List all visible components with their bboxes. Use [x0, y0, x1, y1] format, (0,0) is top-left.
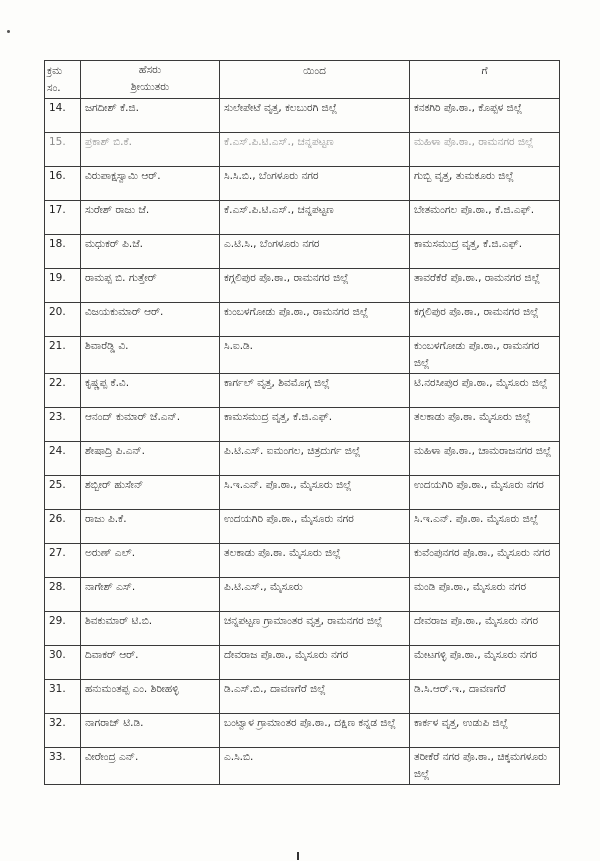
cell-to: ಉದಯಗಿರಿ ಪೊ.ಠಾ., ಮೈಸೂರು ನಗರ [410, 476, 560, 510]
cell-from: ಕಾರ್ಗಲ್ ವೃತ್ತ, ಶಿವಮೊಗ್ಗ ಜಿಲ್ಲೆ [220, 374, 410, 408]
cell-name: ಹನುಮಂತಪ್ಪ ಎಂ. ಶಿರೀಹಳ್ಳಿ [81, 680, 220, 714]
cell-from: ತಲಕಾಡು ಪೊ.ಠಾ. ಮೈಸೂರು ಜಿಲ್ಲೆ [220, 544, 410, 578]
cell-to: ಕಾರ್ಕಳ ವೃತ್ತ, ಉಡುಪಿ ಜಿಲ್ಲೆ [410, 714, 560, 748]
cell-serial-no: 18. [45, 235, 81, 269]
cell-to: ಕಗ್ಗಲಿಪುರ ಪೊ.ಠಾ., ರಾಮನಗರ ಜಿಲ್ಲೆ [410, 303, 560, 337]
cell-name: ನಾಗೇಶ್ ಎಸ್. [81, 578, 220, 612]
table-row [45, 680, 560, 714]
cell-name: ಜಗದೀಶ್ ಕೆ.ಜಿ. [81, 99, 220, 133]
cell-serial-no: 15. [45, 133, 81, 167]
cell-from: ಪಿ.ಟಿ.ಎಸ್., ಮೈಸೂರು [220, 578, 410, 612]
table-row [45, 167, 560, 201]
table-row [45, 133, 560, 167]
cell-to: ಬೇತಮಂಗಲ ಪೊ.ಠಾ., ಕೆ.ಜಿ.ಎಫ್. [410, 201, 560, 235]
cell-serial-no: 27. [45, 544, 81, 578]
cell-to: ಕಾಮಸಮುದ್ರ ವೃತ್ತ, ಕೆ.ಜಿ.ಎಫ್. [410, 235, 560, 269]
page-mark [7, 30, 10, 33]
cell-from: ಪಿ.ಟಿ.ಎಸ್. ಐಮಂಗಲ, ಚಿತ್ರದುರ್ಗ ಜಿಲ್ಲೆ [220, 442, 410, 476]
transfer-table [44, 60, 560, 785]
cell-name: ಶಿವಕುಮಾರ್ ಟಿ.ಬಿ. [81, 612, 220, 646]
cell-to: ಮಹಿಳಾ ಪೊ.ಠಾ., ಚಾಮರಾಜನಗರ ಜಿಲ್ಲೆ [410, 442, 560, 476]
cell-from: ಕಾಮಸಮುದ್ರ ವೃತ್ತ, ಕೆ.ಜಿ.ಎಫ್. [220, 408, 410, 442]
cell-from: ಎ.ಸಿ.ಬಿ. [220, 748, 410, 785]
table-row [45, 476, 560, 510]
cell-serial-no: 32. [45, 714, 81, 748]
table-row [45, 374, 560, 408]
cell-serial-no: 16. [45, 167, 81, 201]
table-row [45, 578, 560, 612]
cell-from: ಸುಲೇಪೇಟೆ ವೃತ್ತ, ಕಲಬುರಗಿ ಜಿಲ್ಲೆ [220, 99, 410, 133]
cell-to: ಮಹಿಳಾ ಪೊ.ಠಾ., ರಾಮನಗರ ಜಿಲ್ಲೆ [410, 133, 560, 167]
cell-to: ಕುಂಬಳಗೋಡು ಪೊ.ಠಾ., ರಾಮನಗರ ಜಿಲ್ಲೆ [410, 337, 560, 374]
cell-name: ಶಿವಾರೆಡ್ಡಿ ವಿ. [81, 337, 220, 374]
cell-name: ರಾಮಪ್ಪ ಬಿ. ಗುತ್ತೇರ್ [81, 269, 220, 303]
cell-name: ನಾಗರಾಜ್ ಟಿ.ಡಿ. [81, 714, 220, 748]
table-row [45, 337, 560, 374]
table-row [45, 99, 560, 133]
cell-to: ತರೀಕೆರೆ ನಗರ ಪೊ.ಠಾ., ಚಿಕ್ಕಮಗಳೂರು ಜಿಲ್ಲೆ [410, 748, 560, 785]
header-name: ಹೆಸರು ಶ್ರೀಯುತರು [81, 61, 220, 99]
table-row [45, 303, 560, 337]
cell-name: ಸುರೇಶ್ ರಾಜು ಜೆ. [81, 201, 220, 235]
table-row [45, 544, 560, 578]
cell-name: ವಿಜಯಕುಮಾರ್ ಆರ್. [81, 303, 220, 337]
table-row [45, 269, 560, 303]
table-row [45, 408, 560, 442]
cell-serial-no: 19. [45, 269, 81, 303]
cell-to: ಕನಕಗಿರಿ ಪೊ.ಠಾ., ಕೊಪ್ಪಳ ಜಿಲ್ಲೆ [410, 99, 560, 133]
cell-name: ಮಧುಕರ್ ಪಿ.ಜೆ. [81, 235, 220, 269]
cell-from: ಕುಂಬಳಗೋಡು ಪೊ.ಠಾ., ರಾಮನಗರ ಜಿಲ್ಲೆ [220, 303, 410, 337]
table-row [45, 748, 560, 785]
cell-name: ಶಬ್ಬೀರ್ ಹುಸೇನ್ [81, 476, 220, 510]
cell-from: ಸಿ.ಐ.ಡಿ. [220, 337, 410, 374]
cell-serial-no: 17. [45, 201, 81, 235]
cell-from: ಕಗ್ಗಲಿಪುರ ಪೊ.ಠಾ., ರಾಮನಗರ ಜಿಲ್ಲೆ [220, 269, 410, 303]
cell-name: ವಿರುಪಾಕ್ಷಸ್ವಾಮಿ ಆರ್. [81, 167, 220, 201]
cell-from: ಎ.ಟಿ.ಸಿ., ಬೆಂಗಳೂರು ನಗರ [220, 235, 410, 269]
cell-from: ಸಿ.ಇ.ಎನ್. ಪೊ.ಠಾ., ಮೈಸೂರು ಜಿಲ್ಲೆ [220, 476, 410, 510]
cell-serial-no: 28. [45, 578, 81, 612]
cell-serial-no: 14. [45, 99, 81, 133]
cell-name: ಪ್ರಕಾಶ್ ಬಿ.ಕೆ. [81, 133, 220, 167]
cell-name: ವೀರೇಂದ್ರ ಎನ್. [81, 748, 220, 785]
cell-serial-no: 23. [45, 408, 81, 442]
header-to: ಗೆ [410, 61, 560, 99]
cell-serial-no: 22. [45, 374, 81, 408]
table-row [45, 714, 560, 748]
cell-serial-no: 24. [45, 442, 81, 476]
cell-name: ಅರುಣ್ ಎಲ್. [81, 544, 220, 578]
cell-serial-no: 20. [45, 303, 81, 337]
cell-to: ಮಂಡಿ ಪೊ.ಠಾ., ಮೈಸೂರು ನಗರ [410, 578, 560, 612]
cell-from: ಸಿ.ಸಿ.ಬಿ., ಬೆಂಗಳೂರು ನಗರ [220, 167, 410, 201]
cell-name: ದಿವಾಕರ್ ಆರ್. [81, 646, 220, 680]
cell-to: ಮೇಟಗಳ್ಳಿ ಪೊ.ಠಾ., ಮೈಸೂರು ನಗರ [410, 646, 560, 680]
cell-to: ಡಿ.ಸಿ.ಆರ್.ಇ., ದಾವಣಗೆರೆ [410, 680, 560, 714]
cell-from: ಬಂಟ್ವಾಳ ಗ್ರಾಮಾಂತರ ಪೊ.ಠಾ., ದಕ್ಷಿಣ ಕನ್ನಡ ಜಿಲ್ಲೆ [220, 714, 410, 748]
cell-from: ಕೆ.ಎಸ್.ಪಿ.ಟಿ.ಎಸ್., ಚನ್ನಪಟ್ಟಣ [220, 133, 410, 167]
table-header-row [45, 61, 560, 99]
cell-serial-no: 21. [45, 337, 81, 374]
cell-serial-no: 25. [45, 476, 81, 510]
table-row [45, 235, 560, 269]
cell-serial-no: 30. [45, 646, 81, 680]
cell-name: ರಾಜು ಪಿ.ಕೆ. [81, 510, 220, 544]
page-mark-bottom [297, 852, 299, 860]
cell-name: ಆನಂದ್ ಕುಮಾರ್ ಜೆ.ಎನ್. [81, 408, 220, 442]
table-row [45, 646, 560, 680]
table-row [45, 510, 560, 544]
cell-serial-no: 33. [45, 748, 81, 785]
cell-to: ದೇವರಾಜ ಪೊ.ಠಾ., ಮೈಸೂರು ನಗರ [410, 612, 560, 646]
table-row [45, 201, 560, 235]
header-serial-no: ಕ್ರಮ ಸಂ. [45, 61, 81, 99]
cell-name: ಶೇಷಾದ್ರಿ ಪಿ.ಎನ್. [81, 442, 220, 476]
cell-name: ಕೃಷ್ಣಪ್ಪ ಕೆ.ವಿ. [81, 374, 220, 408]
cell-from: ಡಿ.ಎಸ್.ಬಿ., ದಾವಣಗೆರೆ ಜಿಲ್ಲೆ [220, 680, 410, 714]
table-row [45, 612, 560, 646]
cell-to: ತಾವರೆಕೆರೆ ಪೊ.ಠಾ., ರಾಮನಗರ ಜಿಲ್ಲೆ [410, 269, 560, 303]
header-from: ಯಿಂದ [220, 61, 410, 99]
cell-to: ತಲಕಾಡು ಪೊ.ಠಾ. ಮೈಸೂರು ಜಿಲ್ಲೆ [410, 408, 560, 442]
cell-from: ಕೆ.ಎಸ್.ಪಿ.ಟಿ.ಎಸ್., ಚನ್ನಪಟ್ಟಣ [220, 201, 410, 235]
cell-to: ಕುವೆಂಪುನಗರ ಪೊ.ಠಾ., ಮೈಸೂರು ನಗರ [410, 544, 560, 578]
cell-to: ಸಿ.ಇ.ಎನ್. ಪೊ.ಠಾ. ಮೈಸೂರು ಜಿಲ್ಲೆ [410, 510, 560, 544]
cell-serial-no: 29. [45, 612, 81, 646]
table-row [45, 442, 560, 476]
cell-serial-no: 31. [45, 680, 81, 714]
cell-serial-no: 26. [45, 510, 81, 544]
cell-from: ಚನ್ನಪಟ್ಟಣ ಗ್ರಾಮಾಂತರ ವೃತ್ತ, ರಾಮನಗರ ಜಿಲ್ಲೆ [220, 612, 410, 646]
table-body [45, 99, 560, 785]
cell-from: ಉದಯಗಿರಿ ಪೊ.ಠಾ., ಮೈಸೂರು ನಗರ [220, 510, 410, 544]
cell-to: ಗುಬ್ಬಿ ವೃತ್ತ, ತುಮಕೂರು ಜಿಲ್ಲೆ [410, 167, 560, 201]
cell-from: ದೇವರಾಜ ಪೊ.ಠಾ., ಮೈಸೂರು ನಗರ [220, 646, 410, 680]
cell-to: ಟಿ.ನರಸೀಪುರ ಪೊ.ಠಾ., ಮೈಸೂರು ಜಿಲ್ಲೆ [410, 374, 560, 408]
